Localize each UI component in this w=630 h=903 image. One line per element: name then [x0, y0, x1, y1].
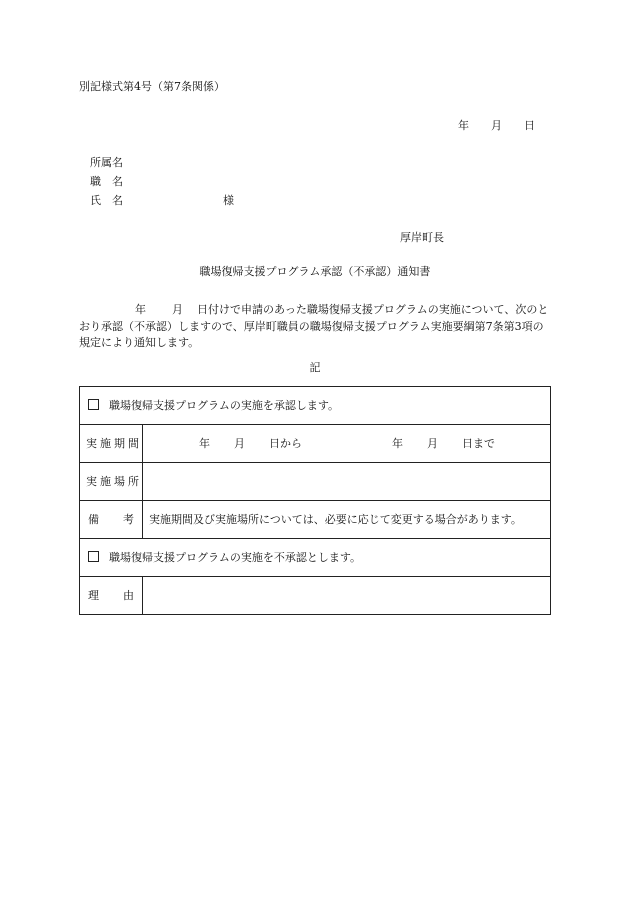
remarks-label-1: 備	[88, 512, 99, 526]
reason-label-2: 由	[123, 588, 134, 602]
remarks-row	[80, 501, 551, 539]
checkbox-icon[interactable]	[88, 399, 99, 410]
honorific: 様	[223, 194, 234, 207]
date-year: 年	[458, 119, 469, 132]
period-to-month: 月	[427, 436, 438, 450]
period-row	[80, 425, 551, 463]
body-month: 月	[172, 303, 183, 316]
period-label: 実施期間	[80, 425, 143, 463]
recipient-block	[90, 156, 234, 213]
form-number: 別記様式第4号（第7条関係）	[79, 80, 225, 93]
name-label: 氏 名	[90, 194, 123, 207]
approve-text: 職場復帰支援プログラムの実施を承認します。	[109, 398, 340, 412]
body-year: 年	[135, 303, 146, 316]
remarks-label	[80, 501, 143, 539]
affiliation-label: 所属名	[90, 156, 123, 169]
place-value[interactable]	[143, 463, 551, 501]
name-row	[90, 194, 234, 213]
reason-row	[80, 577, 551, 615]
ki-marker: 記	[309, 361, 321, 374]
place-row	[80, 463, 551, 501]
position-label: 職 名	[90, 175, 123, 188]
period-value	[143, 425, 551, 463]
reason-value[interactable]	[143, 577, 551, 615]
period-from-day: 日から	[269, 436, 302, 450]
remarks-label-2: 考	[123, 512, 134, 526]
approve-cell	[80, 387, 551, 425]
period-to-day: 日まで	[462, 436, 495, 450]
remarks-value: 実施期間及び実施場所については、必要に応じて変更する場合があります。	[143, 501, 551, 539]
period-to-year: 年	[392, 436, 403, 450]
disapprove-text: 職場復帰支援プログラムの実施を不承認とします。	[109, 550, 362, 564]
approve-row	[80, 387, 551, 425]
issue-date	[458, 119, 535, 133]
reason-label	[80, 577, 143, 615]
period-from-month: 月	[234, 436, 245, 450]
date-month: 月	[491, 119, 502, 132]
period-from-year: 年	[199, 436, 210, 450]
notice-table	[79, 386, 551, 615]
document-title: 職場復帰支援プログラム承認（不承認）通知書	[199, 265, 431, 278]
body-text: 日付けで申請のあった職場復帰支援プログラムの実施について、次のとおり承認（不承認）しますので、厚岸町職員の職場復帰支援プログラム実施要綱第7条第3項の規定により通知します。	[79, 303, 549, 349]
issuer: 厚岸町長	[400, 231, 444, 244]
reason-label-1: 理	[88, 588, 99, 602]
disapprove-row	[80, 539, 551, 577]
checkbox-icon[interactable]	[88, 551, 99, 562]
disapprove-cell	[80, 539, 551, 577]
body-paragraph	[79, 302, 549, 352]
place-label: 実施場所	[80, 463, 143, 501]
date-day: 日	[524, 119, 535, 132]
